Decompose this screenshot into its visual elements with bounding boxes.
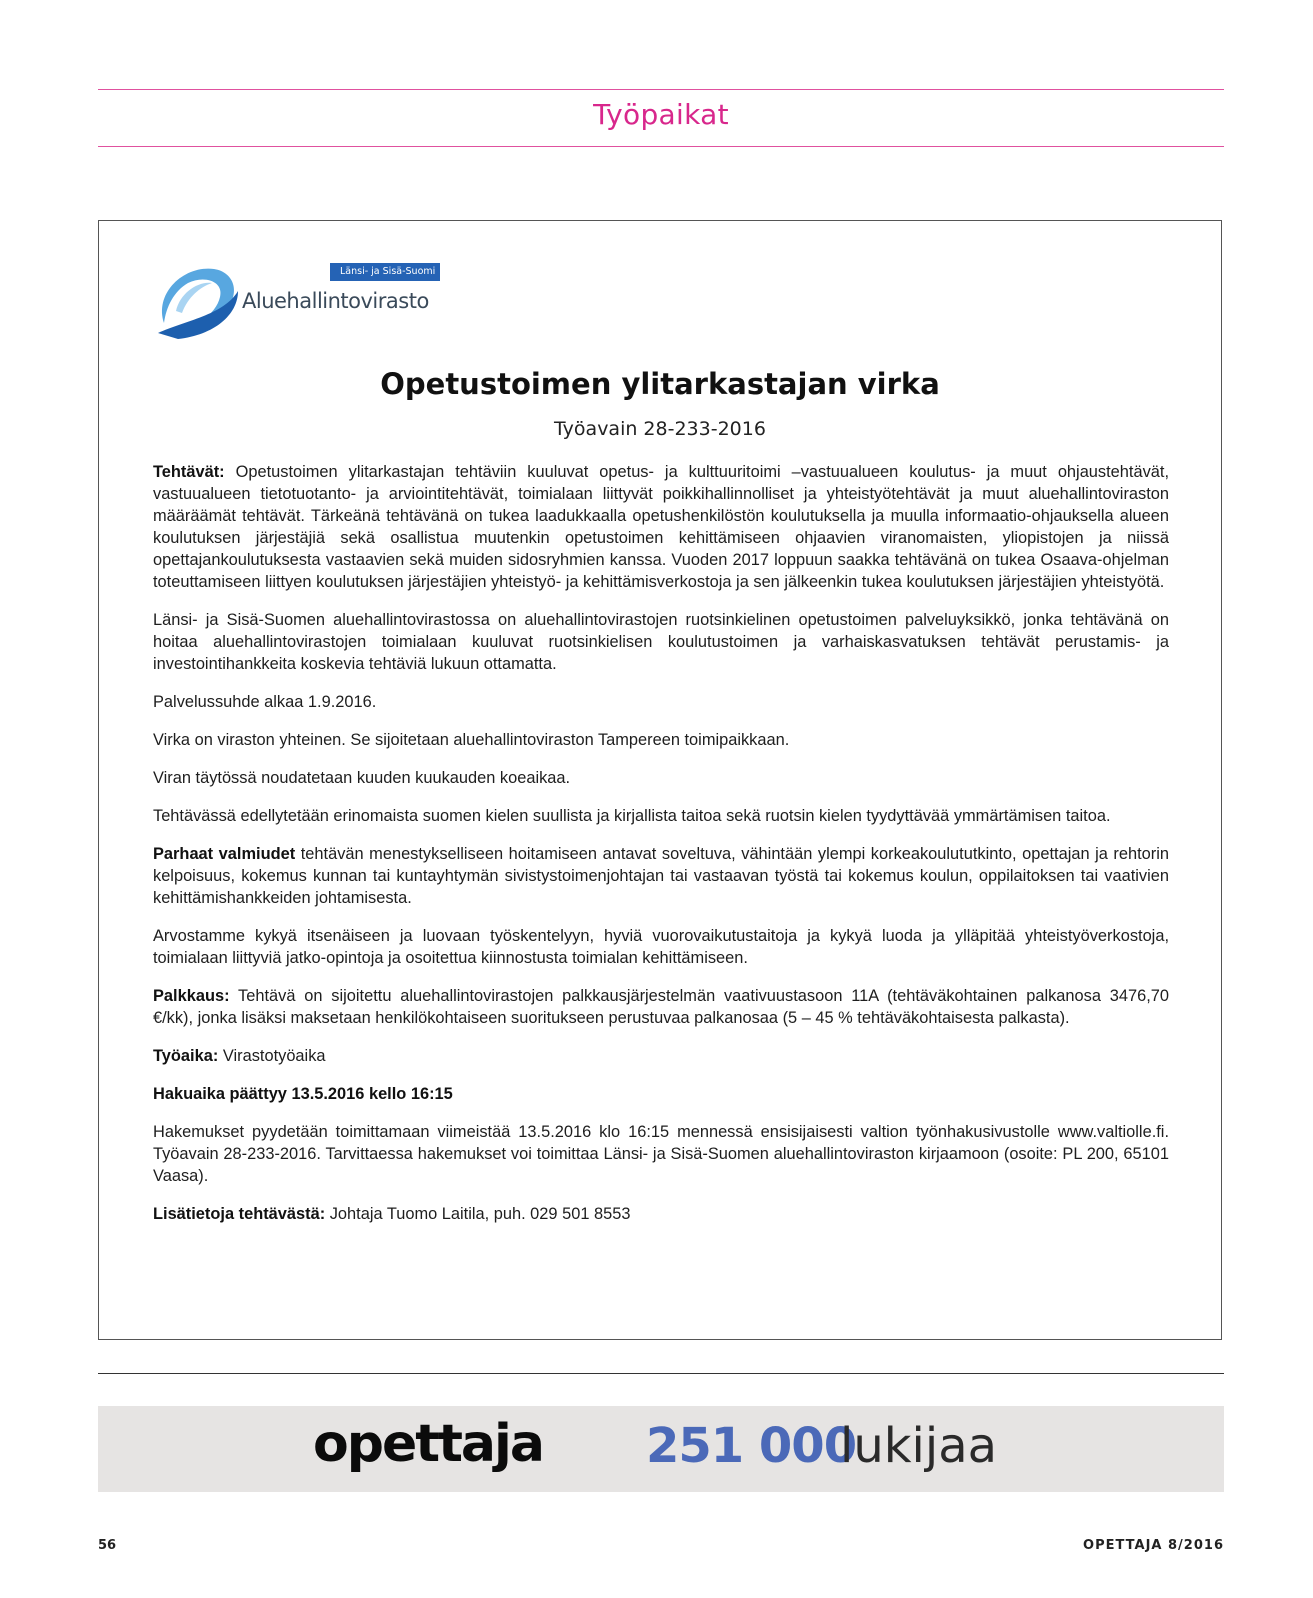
- banner-brand: opettaja: [313, 1414, 543, 1474]
- salary-label: Palkkaus:: [153, 987, 230, 1005]
- job-title: Opetustoimen ylitarkastajan virka: [380, 367, 940, 401]
- logo-swirl-icon: [154, 263, 244, 339]
- working-hours-label: Työaika:: [153, 1047, 219, 1065]
- probation-paragraph: Viran täytössä noudatetaan kuuden kuukauden koeaikaa.: [153, 769, 571, 787]
- contact-paragraph: [153, 1203, 1169, 1225]
- page-number: 56: [98, 1538, 117, 1553]
- location-paragraph: Virka on viraston yhteinen. Se sijoitetaan aluehallintoviraston Tampereen toimipaikkaan.: [153, 731, 790, 749]
- tasks-label: Tehtävät:: [153, 463, 225, 481]
- working-hours-paragraph: [153, 1045, 1169, 1067]
- valued-skills-paragraph: Arvostamme kykyä itsenäiseen ja luovaan työskentelyyn, hyviä vuorovaikutustaitoja ja kykyä luoda ja ylläpitää yhteistyöverkostoja, toimialaan liittyviä jatko-opintoja ja osoitettua kiinnostusta toimialan kehittämiseen.: [153, 927, 1169, 967]
- banner-readers-count: 251 000: [646, 1418, 857, 1474]
- banner-readers-word: lukijaa: [840, 1418, 998, 1474]
- contact-label: Lisätietoja tehtävästä:: [153, 1205, 326, 1223]
- qualifications-text: tehtävän menestykselliseen hoitamiseen antavat soveltuva, vähintään ylempi korkeakoulututkinto, opettajan ja rehtorin kelpoisuus, kokemus kunnan tai kuntayhtymän sivistystoimenjohtajan tai vastaavan työstä tai kokemus koulun, oppilaitoksen tai vaativien kehittämishankkeiden johtamisesta.: [153, 845, 1169, 907]
- logo-region-badge: Länsi- ja Sisä-Suomi: [330, 263, 440, 281]
- logo-agency-name: Aluehallintovirasto: [242, 289, 429, 313]
- language-paragraph: Tehtävässä edellytetään erinomaista suomen kielen suullista ja kirjallista taitoa sekä ruotsin kielen tyydyttävää ymmärtämisen taitoa.: [153, 807, 1111, 825]
- unit-paragraph: Länsi- ja Sisä-Suomen aluehallintovirastossa on aluehallintovirastojen ruotsinkielinen opetustoimen palveluyksikkö, jonka tehtävänä on hoitaa aluehallintovirastojen toimialaan kuuluvat ruotsinkielisen koulutustoimen ja varhaiskasvatuksen tehtävät perustamis- ja investointihankkeita koskevia tehtäviä lukuun ottamatta.: [153, 611, 1169, 673]
- start-date-paragraph: Palvelussuhde alkaa 1.9.2016.: [153, 693, 377, 711]
- tasks-paragraph: [153, 461, 1169, 593]
- job-ad-body: [153, 461, 1169, 1241]
- agency-logo: [154, 263, 439, 339]
- tasks-text: Opetustoimen ylitarkastajan tehtäviin kuuluvat opetus- ja kulttuuritoimi –vastuualueen koulutus- ja muut ohjaustehtävät, vastuualueen tietotuotanto- ja arviointitehtävät, toimialaan liittyvät poikkihallinnolliset ja yhteistyötehtävät ja muut aluehallintoviraston määräämät tehtävät. Tärkeänä tehtävänä on tukea laadukkaalla opetushenkilöstön koulutuksella ja muulla informaatio-ohjauksella alueen koulutuksen järjestäjiä sekä osallistua muutenkin opetustoimen kehittämiseen ohjaavien viranomaisten, yliopistojen ja niissä opettajankoulutuksesta vastaavien sekä muiden sidosryhmien kanssa. Vuoden 2017 loppuun saakka tehtävänä on tukea Osaava-ohjelman toteuttamiseen liittyen koulutuksen järjestäjien yhteistyö- ja kehittämisverkostoja ja sen jälkeenkin tukea koulutuksen järjestäjien yhteistyötä.: [153, 463, 1169, 591]
- readership-banner: [98, 1406, 1224, 1492]
- banner-top-rule: [98, 1373, 1224, 1374]
- working-hours-text: Virastotyöaika: [218, 1047, 326, 1065]
- salary-text: Tehtävä on sijoitettu aluehallintovirastojen palkkausjärjestelmän vaativuustasoon 11A (tehtäväkohtainen palkanosa 3476,70 €/kk), jonka lisäksi maksetaan henkilökohtaiseen suoritukseen perustuvaa palkanosaa (5 – 45 % tehtäväkohtaisesta palkasta).: [153, 987, 1169, 1027]
- issue-label: OPETTAJA 8/2016: [1083, 1538, 1224, 1553]
- contact-text: Johtaja Tuomo Laitila, puh. 029 501 8553: [325, 1205, 631, 1223]
- section-title: Työpaikat: [593, 98, 729, 131]
- header-bottom-rule: [98, 146, 1224, 147]
- deadline-paragraph: [153, 1083, 1169, 1105]
- qualifications-label: Parhaat valmiudet: [153, 845, 296, 863]
- qualifications-paragraph: [153, 843, 1169, 909]
- salary-paragraph: [153, 985, 1169, 1029]
- job-ad-box: [98, 220, 1222, 1340]
- deadline-label: Hakuaika päättyy 13.5.2016 kello 16:15: [153, 1085, 453, 1103]
- application-paragraph: Hakemukset pyydetään toimittamaan viimeistää 13.5.2016 klo 16:15 mennessä ensisijaisesti valtion työnhakusivustolle www.valtiolle.fi. Työavain 28-233-2016. Tarvittaessa hakemukset voi toimittaa Länsi- ja Sisä-Suomen aluehallintoviraston kirjaamoon (osoite: PL 200, 65101 Vaasa).: [153, 1123, 1169, 1185]
- header-top-rule: [98, 89, 1224, 90]
- job-code: Työavain 28-233-2016: [554, 418, 766, 440]
